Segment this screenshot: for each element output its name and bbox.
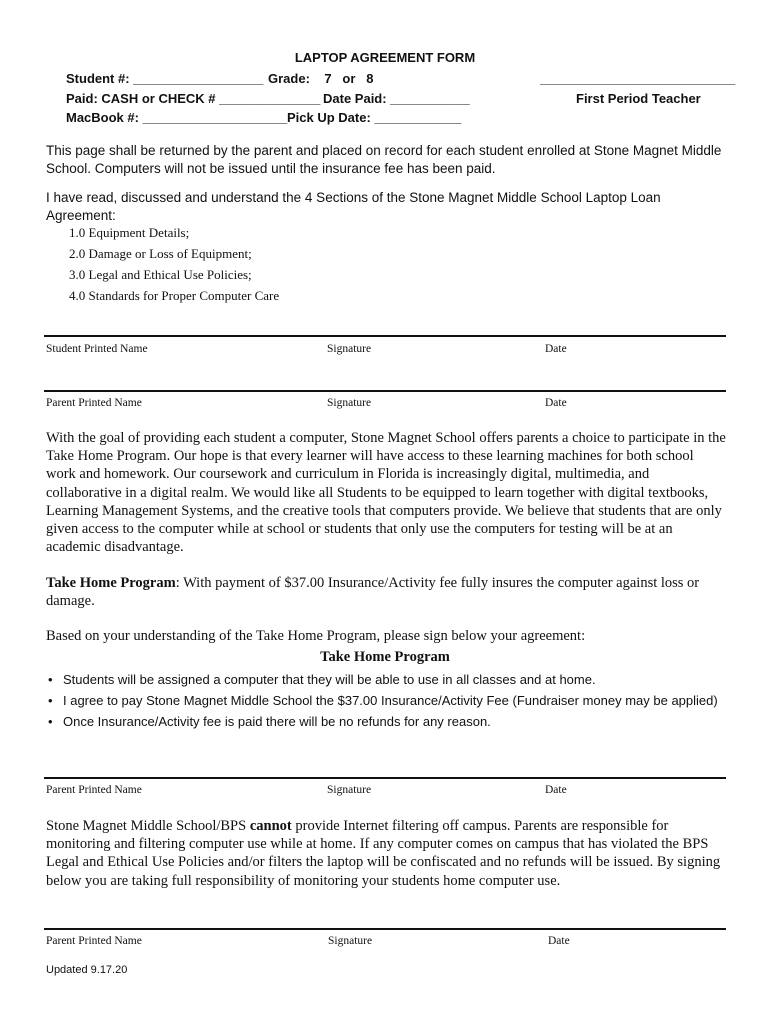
paid-field[interactable]: Paid: CASH or CHECK # ______________ (66, 91, 321, 106)
take-home-text: : With payment of $37.00 Insurance/Activity fee fully insures the computer against loss or damage. (46, 575, 700, 610)
teacher-field[interactable]: ___________________________ (540, 71, 736, 86)
parent-signature-label: Signature (327, 784, 372, 796)
take-home-paragraph (46, 574, 726, 610)
teacher-label: First Period Teacher (576, 91, 701, 106)
filtering-rest: provide Internet filtering off campus. Parents are responsible for monitoring and filtering computer use while at home. If any computer comes on campus that has violated the BPS Legal and Ethical Use Policies and/or filters the laptop will be confiscated and no refunds will be issued. By signing below you are taking full responsibility of monitoring your students home computer use. (46, 818, 721, 889)
parent-signature-label: Signature (327, 397, 372, 409)
pickup-date-field[interactable]: Pick Up Date: ____________ (287, 110, 462, 125)
updated-date: Updated 9.17.20 (46, 964, 128, 976)
form-title: LAPTOP AGREEMENT FORM (294, 50, 476, 65)
signature-line[interactable] (44, 777, 726, 779)
bullet-icon: • (48, 714, 53, 729)
bullet-icon: • (48, 672, 53, 687)
list-item (46, 713, 726, 731)
parent-date-label: Date (545, 784, 567, 796)
bullet-icon: • (48, 693, 53, 708)
bullet-text: Once Insurance/Activity fee is paid there will be no refunds for any reason. (63, 714, 491, 729)
goal-paragraph: With the goal of providing each student a computer, Stone Magnet School offers parents a choice to participate in the Take Home Program. Our hope is that every learner will have access to these learning machines for both school work and homework. Our coursework and curriculum in Florida is increasingly digital, multimedia, and collaborative in a digital realm. We would like all Students to be equipped to learn together with digital textbooks, Learning Management Systems, and the creative tools that computers provide. We believe that students that are only given access to the computer while at school or students that only use the computers for testing will be at an academic disadvantage. (46, 430, 726, 556)
signature-line[interactable] (44, 928, 726, 930)
intro-paragraph: This page shall be returned by the parent and placed on record for each student enrolled at Stone Magnet Middle School. Computers will not be issued until the insurance fee has been paid. (46, 143, 722, 176)
list-item (46, 671, 726, 689)
section-item: 1.0 Equipment Details; (69, 225, 190, 240)
student-signature-label: Signature (327, 343, 372, 355)
grade-field[interactable]: Grade: 7 or 8 (268, 71, 374, 86)
signature-line[interactable] (44, 390, 726, 392)
bullet-text: Students will be assigned a computer that they will be able to use in all classes and at home. (63, 672, 596, 687)
signature-line[interactable] (44, 335, 726, 337)
parent-date-label: Date (545, 397, 567, 409)
parent-printed-name-label: Parent Printed Name (46, 784, 142, 796)
agreement-bullets (46, 671, 726, 734)
parent-signature-label: Signature (328, 935, 373, 947)
filtering-lead: Stone Magnet Middle School/BPS (46, 818, 250, 834)
student-date-label: Date (545, 343, 567, 355)
bullet-text: I agree to pay Stone Magnet Middle School the $37.00 Insurance/Activity Fee (Fundraiser money may be applied) (63, 693, 718, 708)
student-printed-name-label: Student Printed Name (46, 343, 148, 355)
filtering-paragraph (46, 817, 726, 890)
section-item: 2.0 Damage or Loss of Equipment; (69, 246, 252, 261)
list-item (46, 692, 726, 710)
parent-date-label: Date (548, 935, 570, 947)
take-home-label: Take Home Program (46, 575, 176, 591)
section-item: 4.0 Standards for Proper Computer Care (69, 288, 280, 303)
date-paid-field[interactable]: Date Paid: ___________ (323, 91, 470, 106)
parent-printed-name-label: Parent Printed Name (46, 935, 142, 947)
student-number-field[interactable]: Student #: __________________ (66, 71, 264, 86)
agreement-paragraph: I have read, discussed and understand the 4 Sections of the Stone Magnet Middle School Laptop Loan Agreement: (46, 190, 661, 223)
section-item: 3.0 Legal and Ethical Use Policies; (69, 267, 252, 282)
based-on-text: Based on your understanding of the Take Home Program, please sign below your agreement: (46, 628, 586, 644)
macbook-number-field[interactable]: MacBook #: ____________________ (66, 110, 288, 125)
parent-printed-name-label: Parent Printed Name (46, 397, 142, 409)
take-home-heading: Take Home Program (320, 649, 450, 665)
sections-list (69, 222, 279, 306)
filtering-emphasis: cannot (249, 818, 292, 834)
